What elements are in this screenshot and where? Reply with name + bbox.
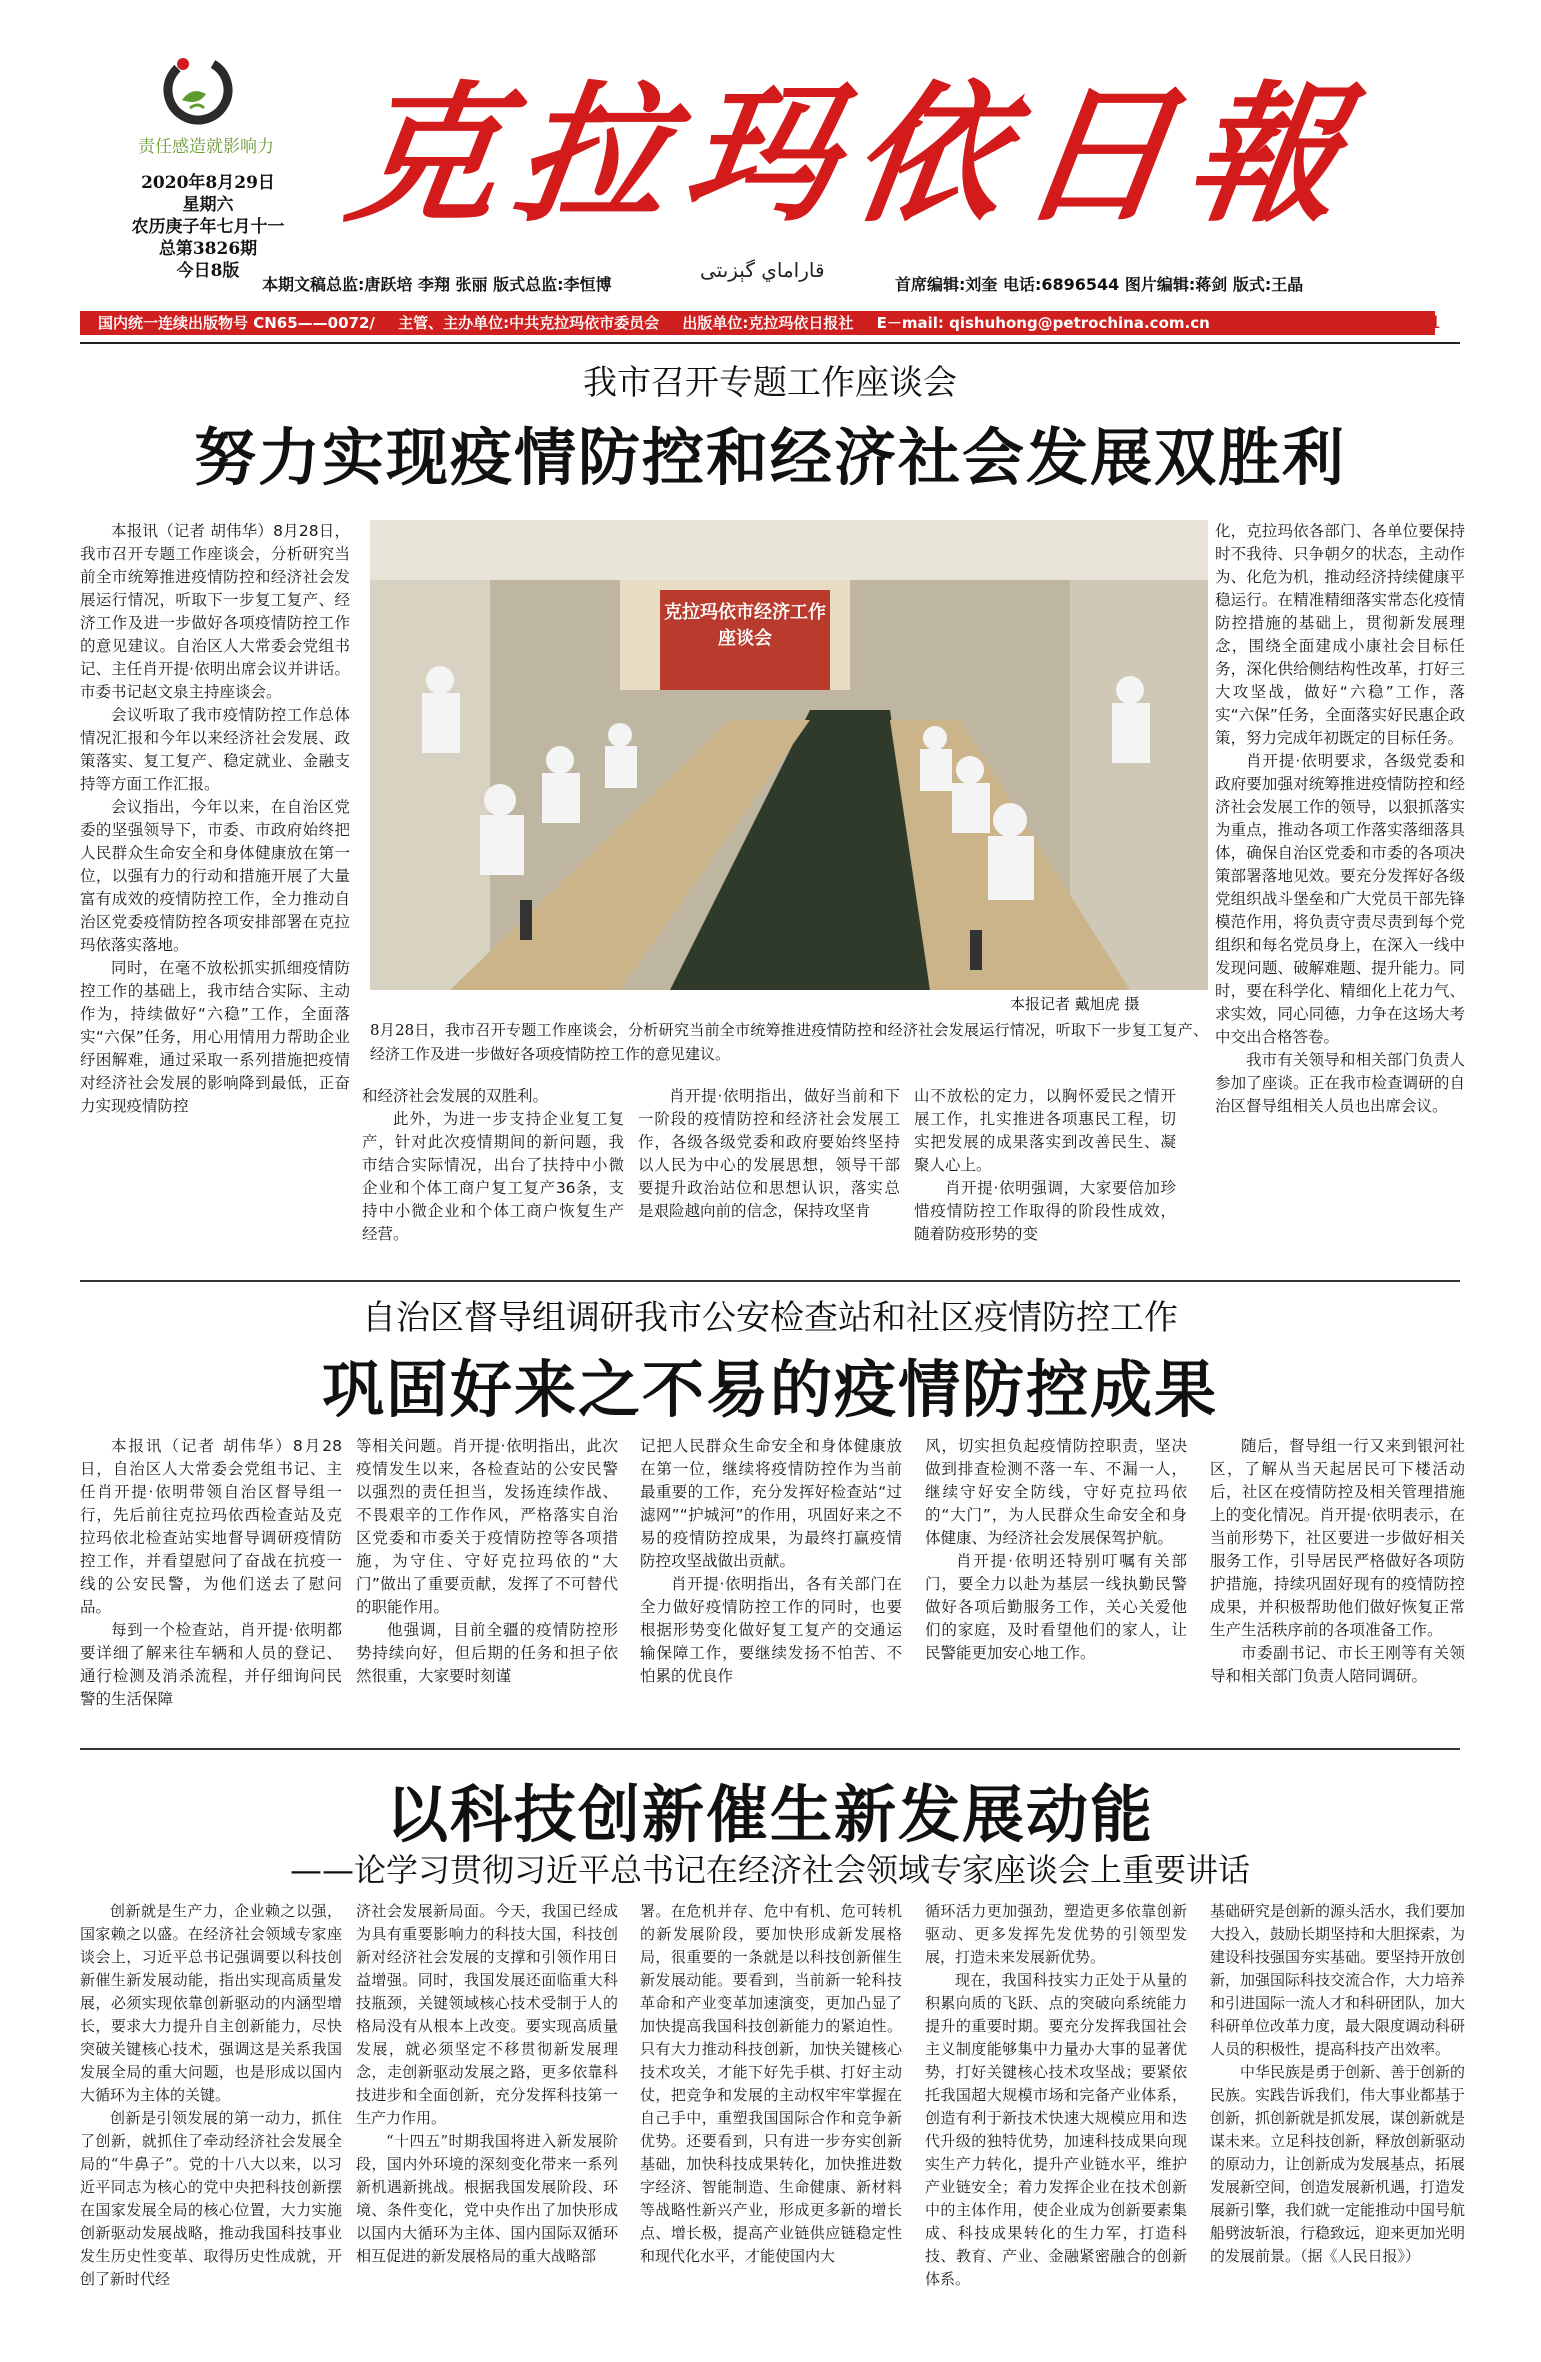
photo-caption: 8月28日，我市召开专题工作座谈会，分析研究当前全市统筹推进疫情防控和经济社会发展运行情况，听取下一步复工复产、经济工作及进一步做好各项疫情防控工作的意见建议。 (370, 1021, 1208, 1063)
article1-paragraph: 和经济社会发展的双胜利。 (362, 1087, 549, 1105)
issue-weekday: 星期六 (182, 195, 234, 215)
article1-paragraph: 肖开提·依明强调，大家要倍加珍惜疫情防控工作取得的阶段性成效，随着防疫形势的变 (914, 1179, 1176, 1243)
issue-info (108, 172, 308, 282)
article3-column-1 (80, 1900, 342, 2345)
article3-column-2 (356, 1900, 618, 2345)
article1-column-5 (1215, 520, 1465, 1270)
issue-pages: 今日8版 (176, 261, 240, 281)
photo-meeting-banner: 克拉玛依市经济工作座谈会 (664, 602, 826, 649)
article3-paragraph: 创新就是生产力，企业赖之以强，国家赖之以盛。在经济社会领域专家座谈会上，习近平总书记强调要以科技创新催生新发展动能，指出实现高质量发展，必须实现依靠创新驱动的内涵型增长，要求大力提升自主创新能力，尽快突破关键核心技术，强调这是关系我国发展全局的重大问题，也是形成以国内大循环为主体的关键。 (80, 1902, 342, 2104)
meeting-photo (370, 520, 1208, 990)
article3-column-5 (1210, 1900, 1465, 2345)
article1-paragraph: 会议听取了我市疫情防控工作总体情况汇报和今年以来经济社会发展、政策落实、复工复产、稳定就业、金融支持等方面工作汇报。 (80, 706, 350, 793)
article3-paragraph: 署。在危机并存、危中有机、危可转机的新发展阶段，要加快形成新发展格局，很重要的一条就是以科技创新催生新发展动能。要看到，当前新一轮科技革命和产业变革加速演变，更加凸显了加快提高我国科技创新能力的紧迫性。只有大力推动科技创新，加快关键核心技术攻关，才能下好先手棋、打好主动仗，把竞争和发展的主动权牢牢掌握在自己手中，重塑我国国际合作和竞争新优势。还要看到，只有进一步夯实创新基础，加快科技成果转化，加快推进数字经济、智能制造、生命健康、新材料等战略性新兴产业，形成更多新的增长点、增长极，提高产业链供应链稳定性和现代化水平，才能使国内大 (640, 1902, 902, 2265)
article1-paragraph: 我市有关领导和相关部门负责人参加了座谈。正在我市检查调研的自治区督导组相关人员也出席会议。 (1215, 1051, 1465, 1115)
article2-column-5 (1210, 1435, 1465, 1735)
newspaper-title: 克拉玛依日報 (337, 67, 1371, 243)
publication-email: E－mail: qishuhong@petrochina.com.cn (876, 314, 1210, 332)
article2-column-3 (640, 1435, 902, 1735)
article3-paragraph: 创新是引领发展的第一动力，抓住了创新，就抓住了牵动经济社会发展全局的“牛鼻子”。党的十八大以来，以习近平同志为核心的党中央把科技创新摆在国家发展全局的核心位置，大力实施创新驱动发展战略，推动我国科技事业发生历史性变革、取得历史性成就，开创了新时代经 (80, 2109, 342, 2288)
article1-paragraph: 同时，在毫不放松抓实抓细疫情防控工作的基础上，我市结合实际、主动作为，持续做好“六稳”工作，全面落实“六保”任务，用心用情用力帮助企业纾困解难，通过采取一系列措施把疫情对经济社会发展的影响降到最低，正奋力实现疫情防控 (80, 959, 350, 1115)
article2-paragraph: 等相关问题。肖开提·依明指出，此次疫情发生以来，各检查站的公安民警以强烈的责任担当，发扬连续作战、不畏艰辛的工作作风，严格落实自治区党委和市委关于疫情防控等各项措施，为守住、守好克拉玛依的“大门”做出了重要贡献，发挥了不可替代的职能作用。 (356, 1437, 618, 1616)
article2-paragraph: 随后，督导组一行又来到银河社区，了解从当天起居民可下楼活动后，社区在疫情防控及相关管理措施上的变化情况。肖开提·依明表示，在当前形势下，社区要进一步做好相关服务工作，引导居民严格做好各项防护措施，持续巩固好现有的疫情防控成果，并积极帮助他们做好恢复正常生产生活秩序前的各项准备工作。 (1210, 1437, 1465, 1639)
article3-headline: 以科技创新催生新发展动能 (385, 1778, 1154, 1851)
issue-lunar-date: 农历庚子年七月十一 (131, 217, 285, 237)
article1-paragraph: 山不放松的定力，以胸怀爱民之情开展工作，扎实推进各项惠民工程，切实把发展的成果落实到改善民生、凝聚人心上。 (914, 1087, 1176, 1174)
article3-paragraph: 中华民族是勇于创新、善于创新的民族。实践告诉我们，伟大事业都基于创新，抓创新就是抓发展，谋创新就是谋未来。立足科技创新，释放创新驱动的原动力，让创新成为发展基点，拓展发展新空间，创造发展新机遇，打造发展新引擎，我们就一定能推动中国号航船劈波斩浪，行稳致远，迎来更加光明的发展前景。（据《人民日报》） (1210, 2063, 1465, 2265)
article3-paragraph: 济社会发展新局面。今天，我国已经成为具有重要影响力的科技大国，科技创新对经济社会发展的支撑和引领作用日益增强。同时，我国发展还面临重大科技瓶颈，关键领域核心技术受制于人的格局没有从根本上改变。要实现高质量发展，就必须坚定不移贯彻新发展理念，走创新驱动发展之路，更多依靠科技进步和全面创新，充分发挥科技第一生产力作用。 (356, 1902, 618, 2127)
publication-sponsor: 主管、主办单位:中共克拉玛依市委员会 (398, 314, 660, 332)
article1-column-3 (638, 1085, 900, 1270)
article3-column-3 (640, 1900, 902, 2345)
article1-column-2 (362, 1085, 624, 1270)
article2-paragraph: 市委副书记、市长王刚等有关领导和相关部门负责人陪同调研。 (1210, 1644, 1465, 1685)
publication-publisher: 出版单位:克拉玛依日报社 (682, 314, 854, 332)
page-number: 01 (1419, 313, 1441, 333)
article2-column-2 (356, 1435, 618, 1735)
article3-paragraph: “十四五”时期我国将进入新发展阶段，国内外环境的深刻变化带来一系列新机遇新挑战。根据我国发展阶段、环境、条件变化，党中央作出了加快形成以国内大循环为主体、国内国际双循环相互促进的新发展格局的重大战略部 (356, 2132, 618, 2265)
article2-paragraph: 记把人民群众生命安全和身体健康放在第一位，继续将疫情防控作为当前最重要的工作，充分发挥好检查站“过滤网”“护城河”的作用，巩固好来之不易的疫情防控成果，为最终打赢疫情防控攻坚战做出贡献。 (640, 1437, 902, 1570)
publication-info-bar (80, 311, 1435, 335)
photo-credit: 本报记者 戴旭虎 摄 (1010, 995, 1140, 1013)
article3-paragraph: 循环活力更加强劲，塑造更多依靠创新驱动、更多发挥先发优势的引领型发展，打造未来发展新优势。 (925, 1902, 1187, 1966)
article2-column-4 (925, 1435, 1187, 1735)
masthead-divider (80, 342, 1460, 344)
article2-paragraph: 肖开提·依明还特别叮嘱有关部门，要全力以赴为基层一线执勤民警做好各项后勤服务工作，关心关爱他们的家庭，及时看望他们的家人，让民警能更加安心地工作。 (925, 1552, 1187, 1662)
section-divider (80, 1280, 1460, 1282)
article2-paragraph: 肖开提·依明指出，各有关部门在全力做好疫情防控工作的同时，也要根据形势变化做好复工复产的交通运输保障工作，要继续发扬不怕苦、不怕累的优良作 (640, 1575, 902, 1685)
section-divider (80, 1748, 1460, 1750)
publication-number: 国内统一连续出版物号 CN65——0072/ (98, 314, 375, 332)
article1-paragraph: 会议指出，今年以来，在自治区党委的坚强领导下，市委、市政府始终把人民群众生命安全和身体健康放在第一位，以强有力的行动和措施开展了大量富有成效的疫情防控工作，全力推动自治区党委疫情防控各项安排部署在克拉玛依落实落地。 (80, 798, 350, 954)
article1-kicker: 我市召开专题工作座谈会 (583, 363, 957, 403)
article1-paragraph: 肖开提·依明指出，做好当前和下一阶段的疫情防控和经济社会发展工作，各级各级党委和政府要始终坚持以人民为中心的发展思想，领导干部要提升政治站位和思想认识，落实￼总是艰险越向前的信念，保持攻坚肯 (638, 1087, 900, 1220)
uyghur-title: قاراماي گېزىتى (700, 258, 825, 282)
article2-paragraph: 风，切实担负起疫情防控职责，坚决做到排查检测不落一车、不漏一人，继续守好安全防线，守好克拉玛依的“大门”，为人民群众生命安全和身体健康、为经济社会发展保驾护航。 (925, 1437, 1187, 1547)
article1-paragraph: 本报讯（记者 胡伟华）8月28日，我市召开专题工作座谈会，分析研究当前全市统筹推进疫情防控和经济社会发展运行情况，听取下一步复工复产、经济工作及进一步做好各项疫情防控工作的意见建议。自治区人大常委会党组书记、主任肖开提·依明出席会议并讲话。市委书记赵文泉主持座谈会。 (80, 522, 350, 701)
article3-column-4 (925, 1900, 1187, 2345)
article3-subhead: ——论学习贯彻习近平总书记在经济社会领域专家座谈会上重要讲话 (289, 1851, 1250, 1889)
newspaper-logo-icon (160, 52, 236, 128)
article2-paragraph: 每到一个检查站，肖开提·依明都要详细了解来往车辆和人员的登记、通行检测及消杀流程，并仔细询问民警的生活保障 (80, 1621, 342, 1708)
article3-paragraph: 现在，我国科技实力正处于从量的积累向质的飞跃、点的突破向系统能力提升的重要时期。要充分发挥我国社会主义制度能够集中力量办大事的显著优势，打好关键核心技术攻坚战；要紧依托我国超大规模市场和完备产业体系，创造有利于新技术快速大规模应用和迭代升级的独特优势，加速科技成果向现实生产力转化，提升产业链水平，维护产业链安全；着力发挥企业在技术创新中的主体作用，使企业成为创新要素集成、科技成果转化的生力军，打造科技、教育、产业、金融紧密融合的创新体系。 (925, 1971, 1187, 2288)
article1-column-4 (914, 1085, 1176, 1270)
article2-column-1 (80, 1435, 342, 1735)
article3-paragraph: 基础研究是创新的源头活水，我们要加大投入，鼓励长期坚持和大胆探索，为建设科技强国夯实基础。要坚持开放创新，加强国际科技交流合作，大力培养和引进国际一流人才和科研团队，加大科研单位改革力度，最大限度调动科研人员的积极性，提高科技产出效率。 (1210, 1902, 1465, 2058)
article1-headline: 努力实现疫情防控和经济社会发展双胜利 (193, 421, 1346, 494)
article1-paragraph: 化，克拉玛依各部门、各单位要保持时不我待、只争朝夕的状态，主动作为、化危为机，推动经济持续健康平稳运行。在精准精细落实常态化疫情防控措施的基础上，贯彻新发展理念，围绕全面建成小康社会目标任务，深化供给侧结构性改革，打好三大攻坚战，做好“六稳”工作，落实“六保”任务，全面落实好民惠企政策，努力完成年初既定的目标任务。 (1215, 522, 1465, 747)
issue-number: 总第3826期 (158, 239, 258, 259)
article1-column-1 (80, 520, 350, 1270)
slogan: 责任感造就影响力 (138, 137, 274, 157)
article2-headline: 巩固好来之不易的疫情防控成果 (321, 1353, 1218, 1426)
issue-date: 2020年8月29日 (141, 173, 275, 193)
article1-paragraph: 此外，为进一步支持企业复工复产，针对此次疫情期间的新问题，我市结合实际情况，出台了扶持中小微企业和个体工商户复工复产36条，支持中小微企业和个体工商户恢复生产经营。 (362, 1110, 624, 1243)
article2-paragraph: 他强调，目前全疆的疫情防控形势持续向好，但后期的任务和担子依然很重，大家要时刻谨 (356, 1621, 618, 1685)
staff-credits-right: 首席编辑:刘奎 电话:6896544 图片编辑:蒋剑 版式:王晶 (895, 275, 1304, 294)
article1-paragraph: 肖开提·依明要求，各级党委和政府要加强对统筹推进疫情防控和经济社会发展工作的领导，以狠抓落实为重点，推动各项工作落实落细落具体，确保自治区党委和市委的各项决策部署落地见效。要充分发挥好各级党组织战斗堡垒和广大党员干部先锋模范作用，将负责守责尽责到每个党组织和每名党员身上，在深入一线中发现问题、破解难题、提升能力。同时，要在科学化、精细化上花力气、求实效，同心同德，力争在这场大考中交出合格答卷。 (1215, 752, 1465, 1046)
article2-paragraph: 本报讯（记者 胡伟华）8月28日，自治区人大常委会党组书记、主任肖开提·依明带领自治区督导组一行，先后前往克拉玛依西检查站及克拉玛依北检查站实地督导调研疫情防控工作，并看望慰问了奋战在抗疫一线的公安民警，为他们送去了慰问品。 (80, 1437, 342, 1616)
staff-credits-left: 本期文稿总监:唐跃培 李翔 张丽 版式总监:李恒博 (262, 275, 612, 294)
article2-kicker: 自治区督导组调研我市公安检查站和社区疫情防控工作 (362, 1298, 1178, 1338)
